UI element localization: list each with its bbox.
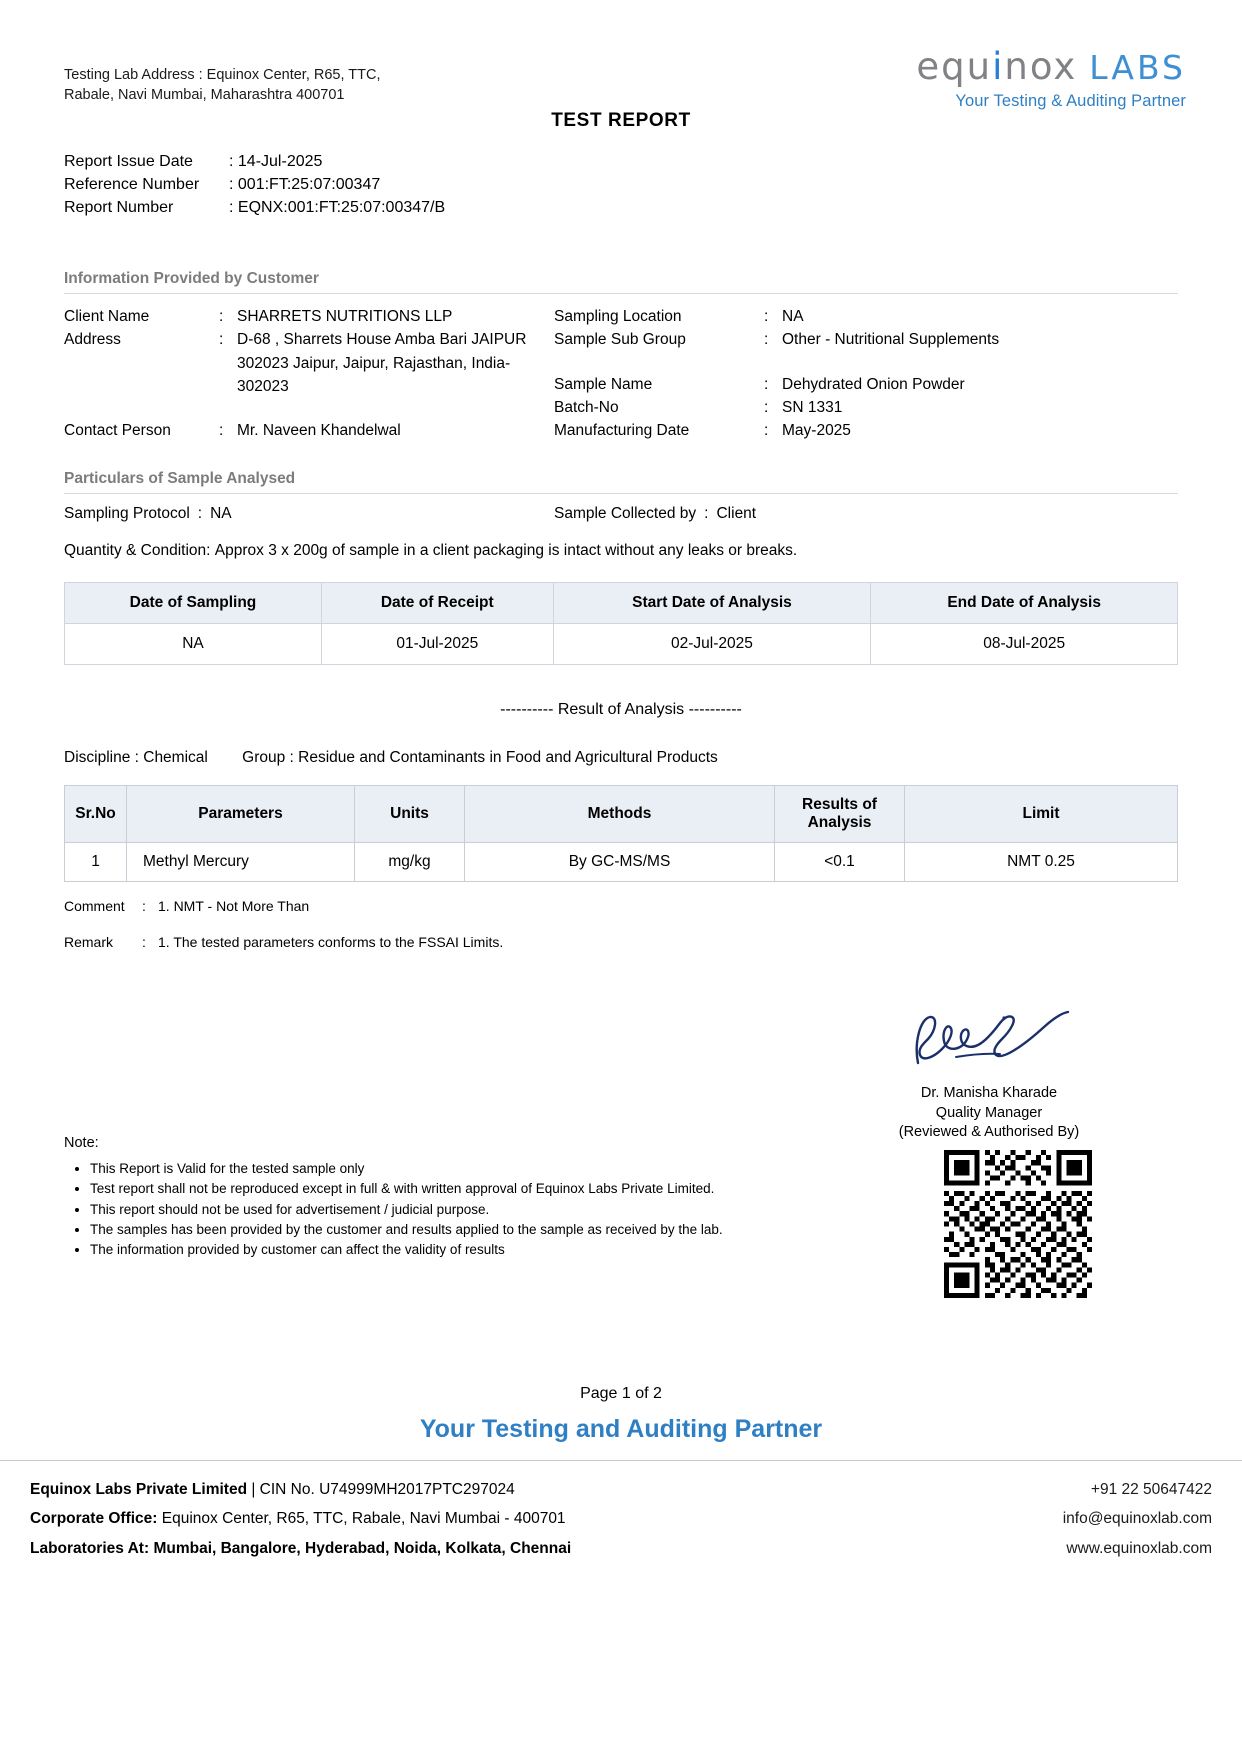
remark-line	[64, 934, 1178, 950]
manufacturing-date-label: Manufacturing Date	[554, 422, 690, 439]
logo-tagline: Your Testing & Auditing Partner	[955, 92, 1186, 110]
results-header-row	[65, 786, 1178, 843]
quantity-condition-value: Approx 3 x 200g of sample in a client packaging is intact without any leaks or breaks.	[214, 542, 798, 560]
sampling-protocol-colon: :	[197, 505, 203, 523]
signature-image	[844, 1005, 1134, 1075]
sample-name-field	[554, 373, 1178, 396]
quantity-condition-field	[64, 542, 1178, 560]
sampling-location-label: Sampling Location	[554, 308, 682, 325]
quantity-condition-colon: :	[206, 542, 211, 560]
address-value: D-68 , Sharrets House Amba Bari JAIPUR 302023 Jaipur, Jaipur, Rajasthan, India-302023	[237, 331, 527, 395]
signatory-authorisation: (Reviewed & Authorised By)	[898, 1124, 1080, 1141]
report-meta-row	[64, 173, 445, 196]
reference-number-value: : 001:FT:25:07:00347	[229, 176, 381, 194]
table-row	[65, 624, 1178, 665]
logo-brand-text	[916, 45, 1078, 88]
footer-email[interactable]: info@equinoxlab.com	[1062, 1510, 1212, 1528]
result-of-analysis-divider: ---------- Result of Analysis ----------	[500, 701, 742, 719]
list-item: • This Report is Valid for the tested sample only	[90, 1159, 824, 1179]
spacer	[64, 398, 554, 419]
start-date-header: Start Date of Analysis	[553, 583, 871, 624]
address-label: Address	[64, 331, 121, 349]
page-title: TEST REPORT	[551, 110, 691, 131]
results-of-analysis-header: Results of Analysis	[775, 786, 905, 843]
units-header: Units	[355, 786, 465, 843]
sample-name-value: Dehydrated Onion Powder	[782, 375, 965, 393]
sampling-protocol-value: NA	[210, 505, 232, 523]
partner-tagline: Your Testing and Auditing Partner	[419, 1415, 823, 1443]
customer-info-block	[64, 305, 1178, 442]
sample-collected-by-label: Sample Collected by	[554, 505, 697, 523]
sample-sub-group-field	[554, 328, 1178, 351]
contact-person-field	[64, 419, 554, 442]
manufacturing-date-value: May-2025	[782, 422, 851, 439]
comment-line	[64, 898, 1178, 914]
sampling-location-field	[554, 305, 1178, 328]
signatory-name: Dr. Manisha Kharade	[920, 1085, 1058, 1101]
date-of-sampling-header: Date of Sampling	[65, 583, 322, 624]
report-body	[0, 270, 1242, 950]
footer-labs-label: Laboratories At: Mumbai, Bangalore, Hyderabad, Noida, Kolkata, Chennai	[30, 1539, 572, 1557]
batch-no-label: Batch-No	[554, 398, 619, 416]
row-method: By GC-MS/MS	[465, 843, 775, 882]
footer-row-office	[30, 1504, 1212, 1533]
notes-block	[64, 1135, 824, 1260]
logo-labs-text: LABS	[1089, 48, 1186, 87]
address-field	[64, 328, 554, 398]
end-date-header: End Date of Analysis	[871, 583, 1178, 624]
sample-collected-by-field	[554, 505, 1178, 523]
footer-office-line	[30, 1504, 566, 1533]
address-colon: :	[219, 331, 224, 349]
comment-label: Comment	[64, 898, 125, 915]
spacer	[554, 352, 1178, 373]
report-meta-block	[64, 150, 445, 220]
contact-person-colon: :	[219, 422, 224, 439]
footer-labs-line	[30, 1534, 571, 1563]
footer-company-name: Equinox Labs Private Limited	[30, 1481, 248, 1498]
results-table	[64, 785, 1178, 882]
qr-code-icon	[944, 1150, 1092, 1298]
footer-office-label: Corporate Office:	[30, 1510, 158, 1528]
manufacturing-date-colon: :	[764, 422, 769, 439]
customer-info-left-column	[64, 305, 554, 442]
sampling-protocol-field	[64, 505, 554, 523]
end-date-value: 08-Jul-2025	[871, 624, 1178, 665]
footer-company-line	[30, 1475, 515, 1504]
limit-header: Limit	[905, 786, 1178, 843]
parameters-header: Parameters	[127, 786, 355, 843]
footer-website[interactable]: www.equinoxlab.com	[1066, 1539, 1212, 1557]
particulars-row	[64, 505, 1178, 523]
lab-address: Testing Lab Address : Equinox Center, R65, TTC, Rabale, Navi Mumbai, Maharashtra 400701	[64, 67, 381, 103]
logo-wordmark	[916, 45, 1186, 88]
group-text: Group : Residue and Contaminants in Food and Agricultural Products	[242, 749, 718, 767]
remark-colon: :	[142, 934, 146, 951]
row-parameter: Methyl Mercury	[127, 843, 355, 882]
report-issue-date-label: Report Issue Date	[64, 153, 193, 170]
sampling-protocol-label: Sampling Protocol	[64, 505, 190, 523]
page-header	[0, 0, 1242, 131]
sample-sub-group-label: Sample Sub Group	[554, 331, 686, 349]
sampling-location-value: NA	[782, 308, 804, 325]
report-meta-row	[64, 150, 445, 173]
comment-text: 1. NMT - Not More Than	[158, 898, 310, 915]
list-item: • The samples has been provided by the customer and results applied to the sample as received by the lab.	[90, 1220, 824, 1240]
sampling-location-colon: :	[764, 308, 769, 325]
footer-row-labs	[30, 1534, 1212, 1563]
row-sr-no: 1	[65, 843, 127, 882]
logo-brand-part2: nox	[1004, 45, 1078, 88]
methods-header: Methods	[465, 786, 775, 843]
contact-person-label: Contact Person	[64, 422, 171, 439]
customer-info-heading: Information Provided by Customer	[64, 270, 1178, 294]
list-item: • Test report shall not be reproduced except in full & with written approval of Equinox Labs Private Limited.	[90, 1179, 824, 1199]
row-result: <0.1	[775, 843, 905, 882]
quantity-condition-label: Quantity & Condition	[64, 542, 207, 560]
sample-sub-group-value: Other - Nutritional Supplements	[782, 331, 1000, 349]
report-meta-row	[64, 196, 445, 219]
table-header-row	[65, 583, 1178, 624]
contact-person-value: Mr. Naveen Khandelwal	[237, 422, 401, 439]
row-units: mg/kg	[355, 843, 465, 882]
qr-code	[944, 1150, 1092, 1298]
sr-no-header: Sr.No	[65, 786, 127, 843]
logo-brand-part1: equ	[916, 45, 993, 88]
client-name-colon: :	[219, 308, 224, 325]
signatory-designation: Quality Manager	[935, 1104, 1043, 1121]
handwritten-signature-icon	[904, 1005, 1074, 1075]
signature-block	[844, 1005, 1134, 1143]
manufacturing-date-field	[554, 419, 1178, 442]
sample-collected-by-colon: :	[704, 505, 709, 523]
batch-no-colon: :	[764, 398, 769, 416]
equinox-labs-logo	[916, 45, 1186, 111]
footer-row-company	[30, 1475, 1212, 1504]
client-name-field	[64, 305, 554, 328]
date-of-sampling-value: NA	[65, 624, 322, 665]
sample-sub-group-colon: :	[764, 331, 769, 349]
report-number-label: Report Number	[64, 199, 174, 217]
row-limit: NMT 0.25	[905, 843, 1178, 882]
discipline-group-line	[64, 749, 1178, 767]
notes-title: Note:	[64, 1135, 99, 1151]
report-number-value: : EQNX:001:FT:25:07:00347/B	[229, 199, 446, 217]
footer-cin: | CIN No. U74999MH2017PTC297024	[247, 1481, 515, 1498]
results-table-row	[65, 843, 1178, 882]
sample-collected-by-value: Client	[716, 505, 757, 523]
discipline-text: Discipline : Chemical	[64, 749, 208, 767]
particulars-heading: Particulars of Sample Analysed	[64, 470, 1178, 494]
client-name-value: SHARRETS NUTRITIONS LLP	[237, 308, 453, 325]
reference-number-label: Reference Number	[64, 176, 200, 194]
footer-office-value: Equinox Center, R65, TTC, Rabale, Navi Mumbai - 400701	[157, 1510, 566, 1528]
date-of-receipt-value: 01-Jul-2025	[321, 624, 553, 665]
start-date-value: 02-Jul-2025	[553, 624, 871, 665]
customer-info-right-column	[554, 305, 1178, 442]
batch-no-value: SN 1331	[782, 398, 843, 416]
comment-colon: :	[142, 898, 146, 915]
report-issue-date-value: : 14-Jul-2025	[229, 153, 323, 170]
page-footer	[0, 1460, 1242, 1563]
batch-no-field	[554, 396, 1178, 419]
page-number: Page 1 of 2	[580, 1385, 662, 1402]
remark-text: 1. The tested parameters conforms to the FSSAI Limits.	[158, 934, 504, 951]
logo-brand-i: i	[992, 45, 1005, 88]
list-item: • The information provided by customer can affect the validity of results	[90, 1240, 824, 1260]
list-item: • This report should not be used for advertisement / judicial purpose.	[90, 1200, 824, 1220]
notes-list	[64, 1159, 824, 1260]
date-of-receipt-header: Date of Receipt	[321, 583, 553, 624]
sample-name-colon: :	[764, 375, 769, 393]
footer-phone: +91 22 50647422	[1090, 1481, 1212, 1498]
sampling-dates-table	[64, 582, 1178, 665]
remark-label: Remark	[64, 934, 114, 951]
sample-name-label: Sample Name	[554, 375, 653, 393]
client-name-label: Client Name	[64, 308, 150, 325]
